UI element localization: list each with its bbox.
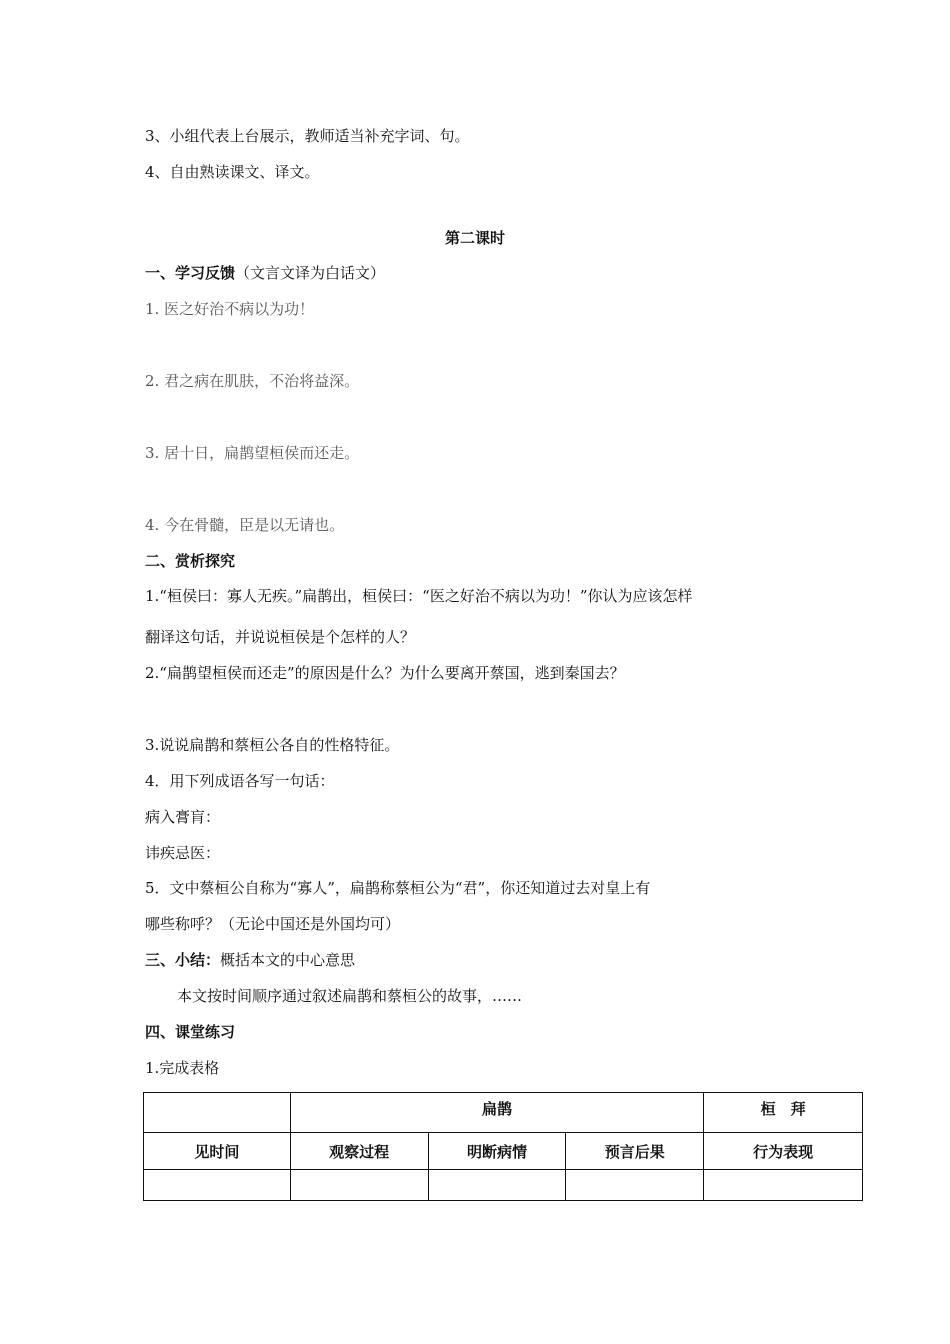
translate-item-4: 4. 今在骨髓，臣是以无请也。 — [145, 516, 345, 534]
section-4-heading: 四、课堂练习 — [145, 1023, 236, 1041]
section-1-heading — [145, 262, 385, 284]
column-header-behavior: 行为表现 — [704, 1133, 863, 1170]
column-header-observe: 观察过程 — [290, 1133, 428, 1170]
table-cell-empty[interactable] — [704, 1170, 863, 1201]
translate-item-1: 1. 医之好治不病以为功！ — [145, 300, 315, 318]
question-4: 4．用下列成语各写一句话： — [145, 772, 335, 790]
idiom-2: 讳疾忌医： — [145, 844, 221, 862]
table-row — [144, 1133, 863, 1170]
question-5-line-2: 哪些称呼？（无论中国还是外国均可） — [145, 915, 401, 933]
step-4: 4、自由熟读课文、译文。 — [145, 163, 320, 181]
question-5-line-1: 5．文中蔡桓公自称为“寡人”，扁鹊称蔡桓公为“君”，你还知道过去对皇上有 — [145, 879, 651, 897]
question-2: 2.“扁鹊望桓侯而还走”的原因是什么？为什么要离开蔡国，逃到秦国去？ — [145, 664, 625, 682]
question-1-line-1: 1.“桓侯曰：寡人无疾。”扁鹊出，桓侯曰：“医之好治不病以为功！”你认为应该怎样 — [145, 587, 693, 605]
column-header-predict: 预言后果 — [566, 1133, 704, 1170]
group-header-bianque: 扁鹊 — [290, 1093, 703, 1133]
question-3: 3.说说扁鹊和蔡桓公各自的性格特征。 — [145, 736, 400, 754]
practice-1: 1.完成表格 — [145, 1059, 220, 1077]
table-cell-empty[interactable] — [428, 1170, 566, 1201]
practice-table — [143, 1092, 863, 1201]
section-3-text: 概括本文的中心意思 — [220, 951, 356, 969]
table-cell-empty — [144, 1093, 291, 1133]
group-header-huan: 桓 拜 — [704, 1093, 863, 1133]
table-row — [144, 1093, 863, 1133]
column-header-diagnose: 明断病情 — [428, 1133, 566, 1170]
translate-item-3: 3. 居十日，扁鹊望桓侯而还走。 — [145, 444, 360, 462]
table-cell-empty[interactable] — [566, 1170, 704, 1201]
lesson-title: 第二课时 — [444, 229, 505, 247]
column-header-time: 见时间 — [144, 1133, 291, 1170]
section-3-title: 三、小结： — [145, 951, 221, 969]
section-3-heading — [145, 949, 355, 971]
section-1-title: 一、学习反馈 — [145, 264, 236, 282]
section-1-note: （文言文译为白话文） — [235, 264, 386, 282]
step-3: 3、小组代表上台展示，教师适当补充字词、句。 — [145, 127, 470, 145]
idiom-1: 病入膏肓： — [145, 808, 221, 826]
translate-item-2: 2. 君之病在肌肤，不治将益深。 — [145, 372, 360, 390]
table-cell-empty[interactable] — [144, 1170, 291, 1201]
table-cell-empty[interactable] — [290, 1170, 428, 1201]
summary-body: 本文按时间顺序通过叙述扁鹊和蔡桓公的故事，…… — [177, 987, 523, 1005]
section-2-heading: 二、赏析探究 — [145, 552, 236, 570]
question-1-line-2: 翻译这句话，并说说桓侯是个怎样的人？ — [145, 628, 416, 646]
table-row — [144, 1170, 863, 1201]
